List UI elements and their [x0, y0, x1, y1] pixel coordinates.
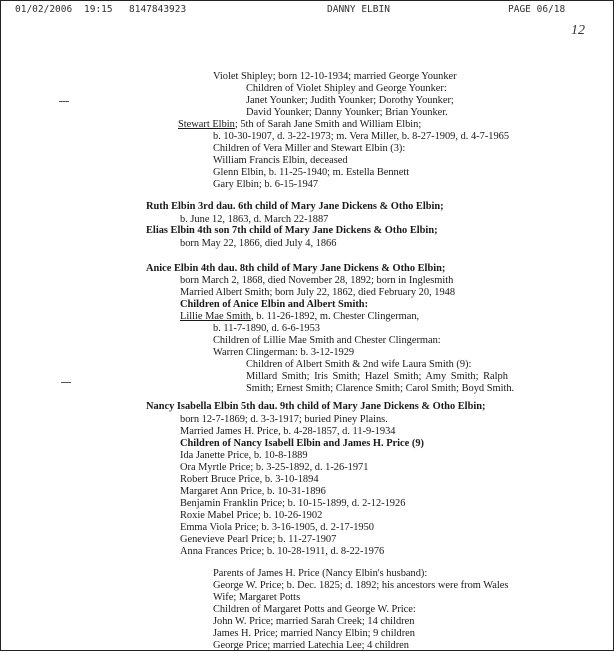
text-line: b. June 12, 1863, d. March 22-1887: [180, 214, 329, 225]
text-line: Millard Smith; Iris Smith; Hazel Smith; Amy Smith; Ralph: [246, 371, 508, 382]
text-line: George W. Price; b. Dec. 1825; d. 1892; his ancestors were from Wales: [213, 580, 509, 591]
text-line: Genevieve Pearl Price; b. 11-27-1907: [180, 534, 337, 545]
text-line: James H. Price; married Nancy Elbin; 9 children: [213, 628, 415, 639]
subsection-heading: Children of Nancy Isabell Elbin and James H. Price (9): [180, 438, 424, 449]
text-line: Roxie Mabel Price; b. 10-26-1902: [180, 510, 323, 521]
section-heading: Anice Elbin 4th dau. 8th child of Mary Jane Dickens & Otho Elbin;: [146, 263, 446, 274]
text-line: Children of Margaret Potts and George W. Price:: [213, 604, 416, 615]
text-line: George Price; married Latechia Lee; 4 children: [213, 640, 409, 651]
text-line: Anna Frances Price; b. 10-28-1911, d. 8-22-1976: [180, 546, 385, 557]
text-line: Ora Myrtle Price; b. 3-25-1892, d. 1-26-1971: [180, 462, 369, 473]
fax-page: PAGE 06/18: [508, 4, 566, 15]
fax-time: 19:15: [84, 4, 113, 15]
text-line: John W. Price; married Sarah Creek; 14 children: [213, 616, 415, 627]
text-line: Children of Albert Smith & 2nd wife Laura Smith (9):: [246, 359, 472, 370]
text-line: William Francis Elbin, deceased: [213, 155, 348, 166]
text-line: Gary Elbin; b. 6-15-1947: [213, 179, 319, 190]
text-line: [178, 119, 421, 131]
fax-sender: DANNY ELBIN: [327, 4, 390, 15]
text-line: [180, 311, 419, 323]
text-line: Violet Shipley; born 12-10-1934; married George Younker: [213, 71, 457, 82]
text-line: Robert Bruce Price, b. 3-10-1894: [180, 474, 319, 485]
text-line: Children of Vera Miller and Stewart Elbin (3):: [213, 143, 406, 154]
handwritten-page-number: 12: [571, 23, 585, 38]
text-line: Smith; Ernest Smith; Clarence Smith; Carol Smith; Boyd Smith.: [246, 383, 515, 394]
text-line: born March 2, 1868, died November 28, 1892; born in Inglesmith: [180, 275, 454, 286]
fax-header: [1, 1, 613, 17]
section-heading: Nancy Isabella Elbin 5th dau. 9th child of Mary Jane Dickens & Otho Elbin;: [146, 401, 486, 412]
subsection-heading: Children of Anice Elbin and Albert Smith:: [180, 299, 369, 310]
text-line: Children of Lillie Mae Smith and Chester Clingerman:: [213, 335, 441, 346]
text-line: Married Albert Smith; born July 22, 1862, died February 20, 1948: [180, 287, 456, 298]
text-line: Margaret Ann Price, b. 10-31-1896: [180, 486, 326, 497]
text-line: Emma Viola Price; b. 3-16-1905, d. 2-17-1950: [180, 522, 374, 533]
text-line: Parents of James H. Price (Nancy Elbin's husband):: [213, 568, 428, 579]
margin-mark: [61, 382, 71, 383]
section-heading: Ruth Elbin 3rd dau. 6th child of Mary Jane Dickens & Otho Elbin;: [146, 201, 444, 212]
text-line: Wife; Margaret Potts: [213, 592, 301, 603]
text-line: Warren Clingerman: b. 3-12-1929: [213, 347, 355, 358]
text-line: Janet Younker; Judith Younker; Dorothy Younker;: [246, 95, 454, 106]
text-line: Glenn Elbin, b. 11-25-1940; m. Estella Bennett: [213, 167, 410, 178]
text-line: born 12-7-1869; d. 3-3-1917; buried Piney Plains.: [180, 414, 388, 425]
person-name: Stewart Elbin: [178, 119, 235, 130]
text-line: Ida Janette Price, b. 10-8-1889: [180, 450, 308, 461]
text-fragment: , b. 11-26-1892, m. Chester Clingerman,: [251, 311, 420, 322]
section-heading: Elias Elbin 4th son 7th child of Mary Jane Dickens & Otho Elbin;: [146, 225, 438, 236]
text-fragment: ; 5th of Sarah Jane Smith and William Elbin;: [234, 119, 422, 130]
margin-mark: [59, 101, 69, 102]
text-line: David Younker; Danny Younker; Brian Younker.: [246, 107, 448, 118]
fax-phone: 8147843923: [129, 4, 187, 15]
text-line: Children of Violet Shipley and George Younker:: [246, 83, 447, 94]
text-line: Married James H. Price, b. 4-28-1857, d. 11-9-1934: [180, 426, 396, 437]
text-line: b. 11-7-1890, d. 6-6-1953: [213, 323, 320, 334]
text-line: b. 10-30-1907, d. 3-22-1973; m. Vera Miller, b. 8-27-1909, d. 4-7-1965: [213, 131, 510, 142]
person-name: Lillie Mae Smith: [180, 311, 251, 322]
fax-date: 01/02/2006: [15, 4, 73, 15]
text-line: Benjamin Franklin Price; b. 10-15-1899, d. 2-12-1926: [180, 498, 406, 509]
text-line: born May 22, 1866, died July 4, 1866: [180, 238, 337, 249]
